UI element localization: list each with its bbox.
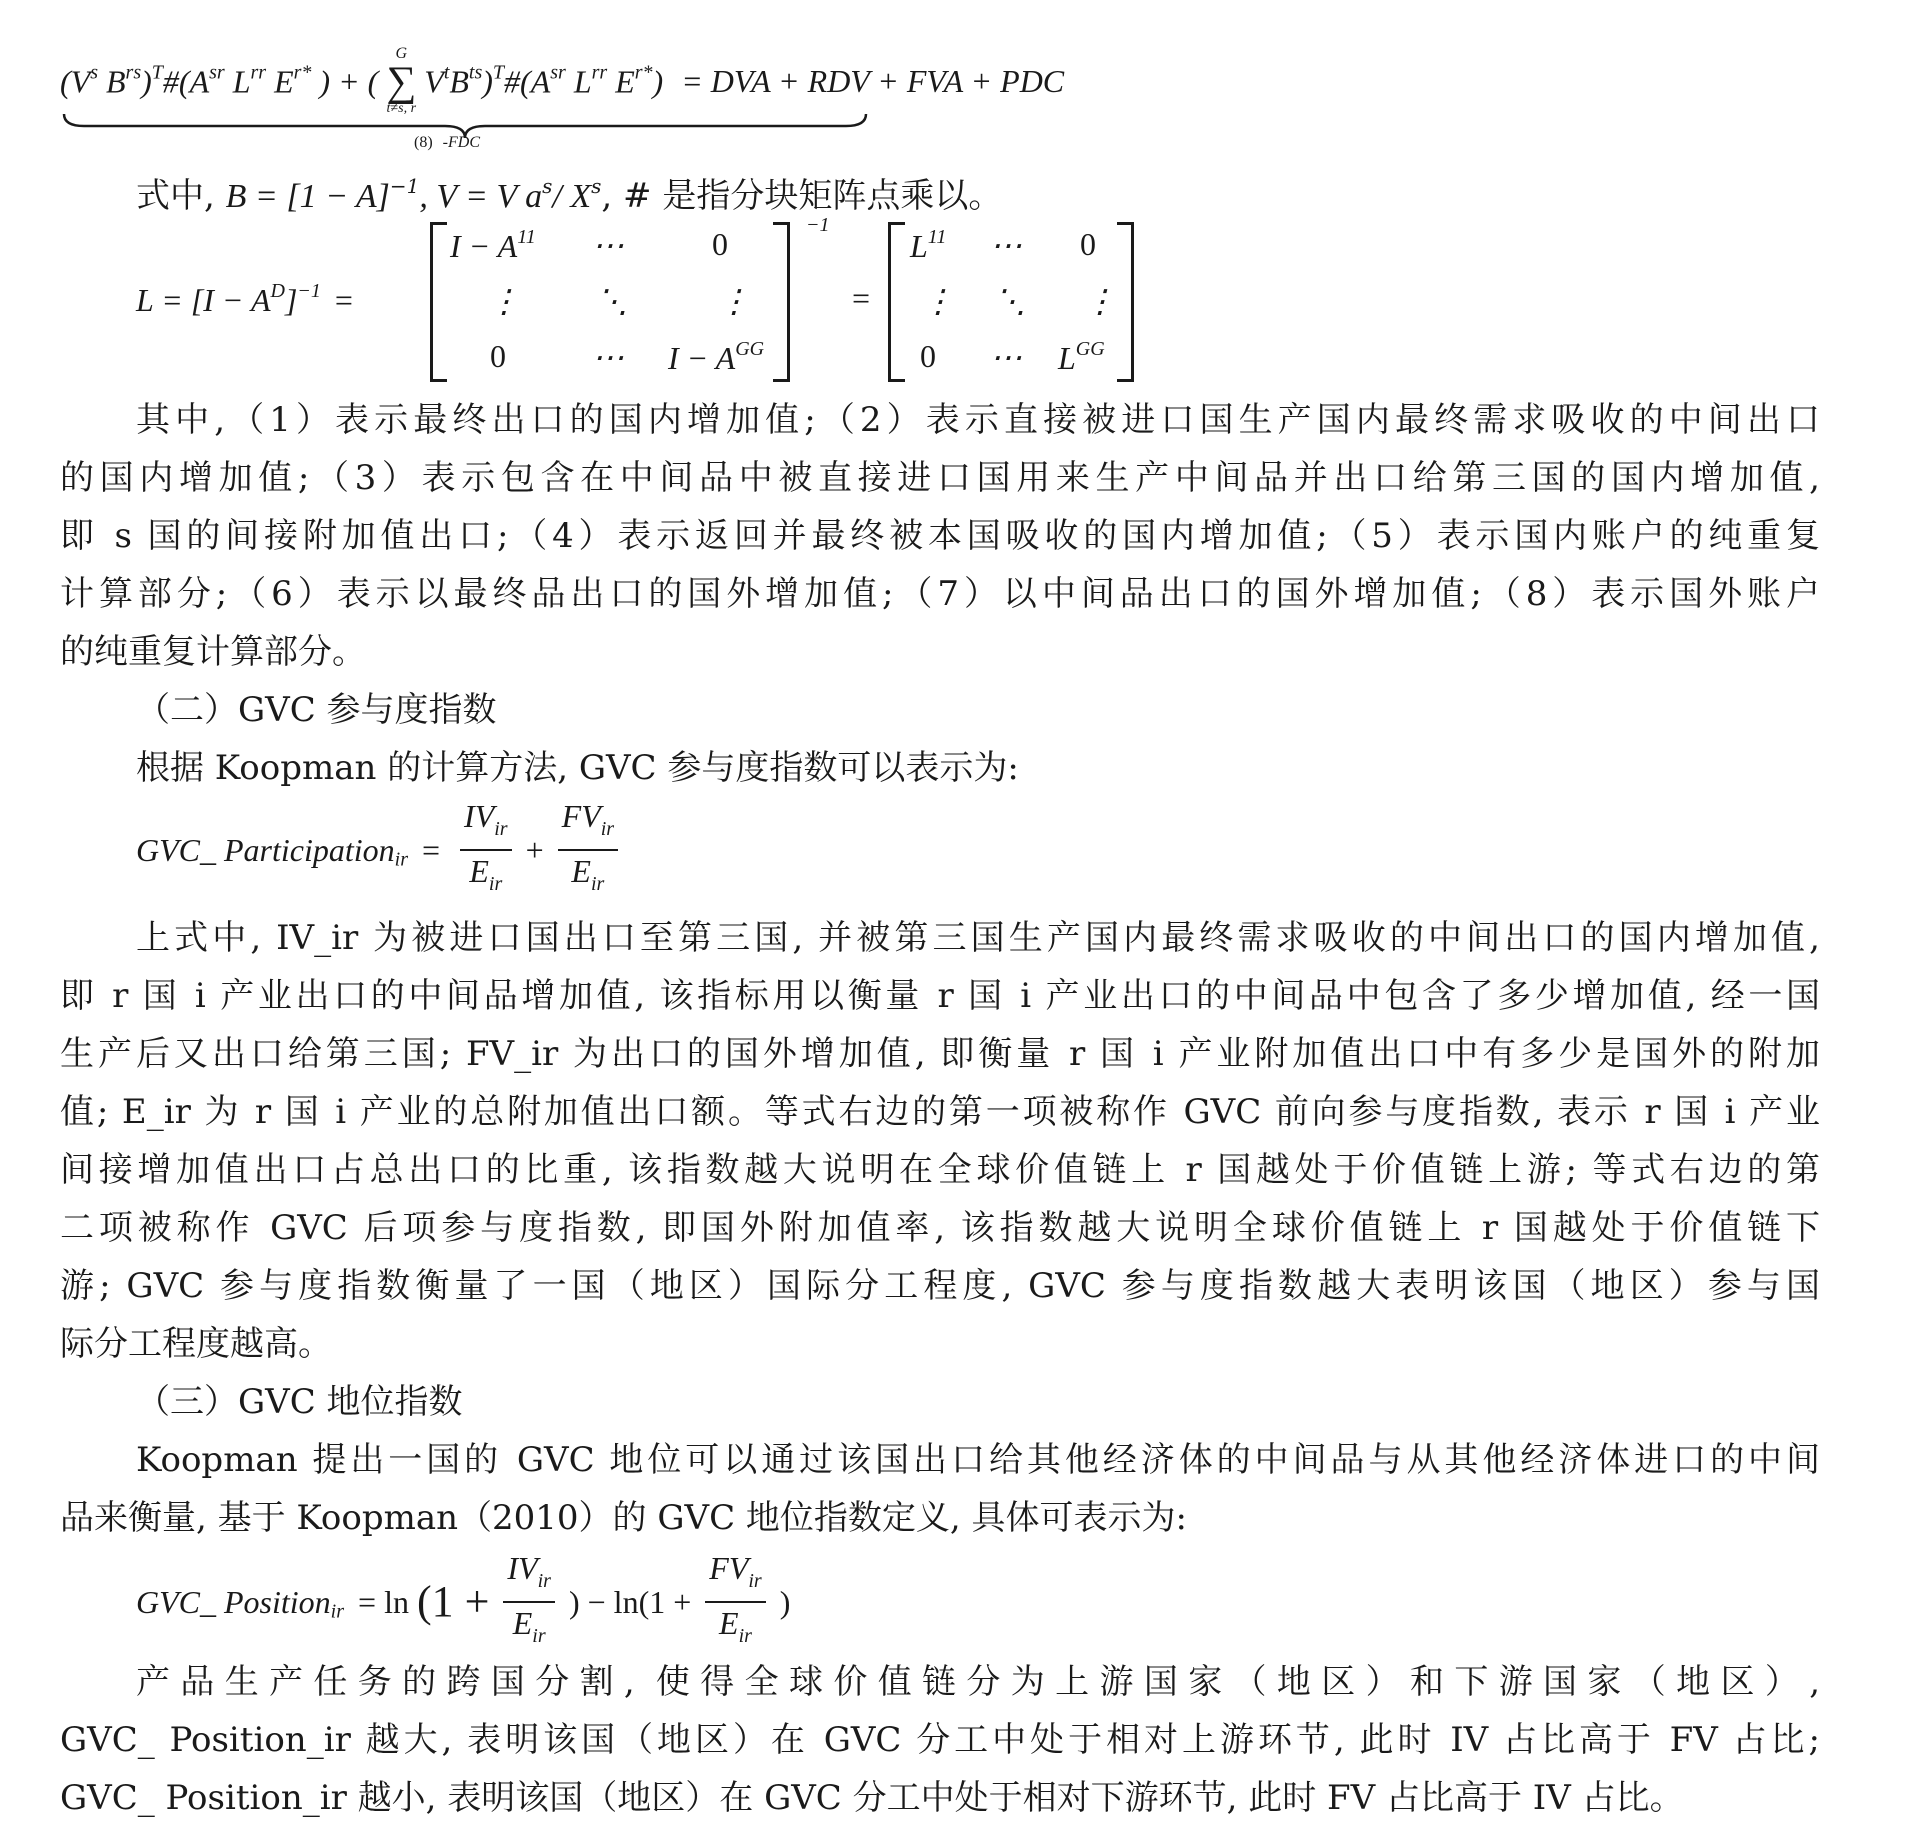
para3-line-8: 际分工程度越高。 <box>60 1324 332 1364</box>
para3-line-1: 上式中, IV_ir 为被进口国出口至第三国, 并被第三国生产国内最终需求吸收的中间出口的国内增加值, <box>136 918 1820 958</box>
para3-line-6: 二项被称作 GVC 后项参与度指数, 即国外附加值率, 该指数越大说明全球价值链上 r 国越处于价值链下 <box>60 1208 1820 1248</box>
para1-line-1: 其中,（1）表示最终出口的国内增加值;（2）表示直接被进口国生产国内最终需求吸收的中间出口 <box>136 400 1820 440</box>
para4-line-1: Koopman 提出一国的 GVC 地位可以通过该国出口给其他经济体的中间品与从其他经济体进口的中间 <box>136 1440 1820 1480</box>
matrix-equation-lhs: $L = [I - A^D]^{-1}$ = <box>136 280 353 318</box>
para3-line-5: 间接增加值出口占总出口的比重, 该指数越大说明在全球价值链上 r 国越处于价值链上游; 等式右边的第 <box>60 1150 1820 1190</box>
para1-line-2: 的国内增加值;（3）表示包含在中间品中被直接进口国用来生产中间品并出口给第三国的国内增加值, <box>60 458 1820 498</box>
top-equation: ($V^s$ $B^{rs})^T\#(A^{sr}$ $L^{rr}$ $E^{r*}$ ) + ( G ∑ t≠s, r $V^tB^{ts})^T\#(A^{sr}$ $L^{rr}$ $E^{r*}$) = DVA + RDV + FVA + PDC <box>60 45 1065 116</box>
matrix-one: $I - A^{11}$ ⋯ 0 ⋮ ⋱ ⋮ 0 ⋯ $I - A^{GG}$ <box>430 222 790 380</box>
para2-line: 根据 Koopman 的计算方法, GVC 参与度指数可以表示为: <box>136 748 1019 788</box>
participation-equation: GVC_ Participation$_{ir}$ = $\frac{IV_{ir}}{E_{ir}}$ + $\frac{FV_{ir}}{E_{ir}}$ <box>136 798 624 902</box>
para3-line-2: 即 r 国 i 产业出口的中间品增加值, 该指标用以衡量 r 国 i 产业出口的中间品中包含了多少增加值, 经一国 <box>60 976 1820 1016</box>
para4-line-2: 品来衡量, 基于 Koopman（2010）的 GVC 地位指数定义, 具体可表示为: <box>60 1498 1187 1538</box>
para3-line-4: 值; E_ir 为 r 国 i 产业的总附加值出口额。等式右边的第一项被称作 GVC 前向参与度指数, 表示 r 国 i 产业 <box>60 1092 1820 1132</box>
position-equation: GVC_ Position$_{ir}$ = ln (1 + $\frac{IV_{ir}}{E_{ir}}$ ) − ln(1 + $\frac{FV_{ir}}{E_{ir}}$ ) <box>136 1550 791 1647</box>
matrix-equals: = <box>852 280 871 316</box>
brace-label: (8) -FDC <box>414 134 480 151</box>
definition-line: 式中, $B = [1 - A]^{-1}$, V = V $a^s/$ $X^s$, # 是指分块矩阵点乘以。 <box>136 174 1003 216</box>
para3-line-3: 生产后又出口给第三国; FV_ir 为出口的国外增加值, 即衡量 r 国 i 产业附加值出口中有多少是国外的附加 <box>60 1034 1820 1074</box>
section-heading-participation: （二）GVC 参与度指数 <box>136 690 497 730</box>
para1-line-3: 即 s 国的间接附加值出口;（4）表示返回并最终被本国吸收的国内增加值;（5）表示国内账户的纯重复 <box>60 516 1820 556</box>
para1-line-5: 的纯重复计算部分。 <box>60 632 366 672</box>
matrix-two: $L^{11}$ ⋯ 0 ⋮ ⋱ ⋮ 0 ⋯ $L^{GG}$ <box>888 222 1134 380</box>
section-heading-position: （三）GVC 地位指数 <box>136 1382 463 1422</box>
para5-line-2: GVC_ Position_ir 越大, 表明该国（地区）在 GVC 分工中处于相对上游环节, 此时 IV 占比高于 FV 占比; <box>60 1720 1820 1760</box>
para1-line-4: 计算部分;（6）表示以最终品出口的国外增加值;（7）以中间品出口的国外增加值;（8）表示国外账户 <box>60 574 1820 614</box>
summation: G ∑ t≠s, r <box>386 45 417 116</box>
matrix-inverse-sup: −1 <box>806 214 830 236</box>
para5-line-1: 产品生产任务的跨国分割, 使得全球价值链分为上游国家（地区）和下游国家（地区）, <box>136 1662 1820 1702</box>
para3-line-7: 游; GVC 参与度指数衡量了一国（地区）国际分工程度, GVC 参与度指数越大表明该国（地区）参与国 <box>60 1266 1820 1306</box>
para5-line-3: GVC_ Position_ir 越小, 表明该国（地区）在 GVC 分工中处于相对下游环节, 此时 FV 占比高于 IV 占比。 <box>60 1778 1684 1818</box>
